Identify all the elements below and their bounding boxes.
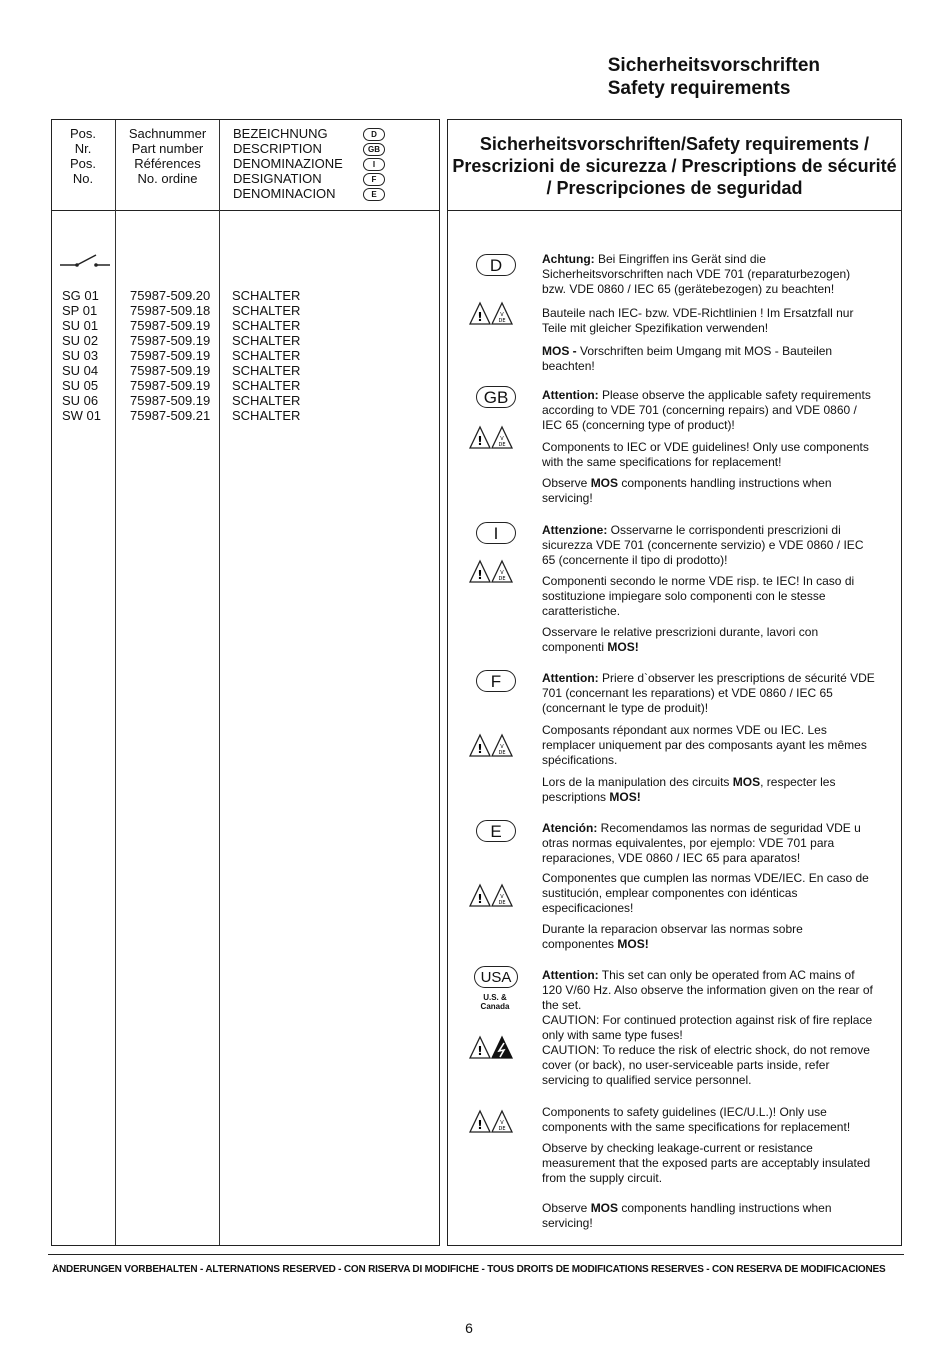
- header-desc-label: DESCRIPTION: [233, 141, 322, 157]
- section-gb-p3-pre: Observe: [542, 476, 591, 490]
- footer-notice: ÄNDERUNGEN VORBEHALTEN - ALTERNATIONS RESERVED - CON RISERVA DI MODIFICHE - TOUS DROITS DE MODIFICATIONS RESERVES - CON RESERVA DE MODIFICACIONES: [52, 1264, 886, 1275]
- part-position: SP 01: [62, 303, 98, 318]
- vde-warning-icon: [468, 300, 516, 326]
- svg-text:!: !: [477, 742, 483, 756]
- header-desc-row: [233, 141, 438, 156]
- part-description: SCHALTER: [232, 378, 301, 393]
- part-position: SU 02: [62, 333, 99, 348]
- section-usa-p3: CAUTION: To reduce the risk of electric shock, do not remove cover (or back), no user-serviceable parts inside, refer servicing to qualified service personnel.: [542, 1043, 870, 1087]
- usa-sub-line1: U.S. &: [483, 993, 507, 1002]
- part-description: SCHALTER: [232, 303, 301, 318]
- part-description: SCHALTER: [232, 333, 301, 348]
- part-description: SCHALTER: [232, 348, 301, 363]
- header-desc-label: DENOMINACION: [233, 186, 336, 202]
- parts-numbers: [130, 288, 210, 423]
- svg-text:DE: DE: [498, 1126, 506, 1132]
- section-gb-p1: [542, 388, 877, 433]
- header-desc-row: [233, 156, 438, 171]
- header-pos-de: Pos.: [69, 126, 96, 141]
- lang-usa-badge-icon: USA: [474, 966, 518, 988]
- section-d-p3-text: Vorschriften beim Umgang mit MOS - Bauteilen beachten!: [542, 344, 833, 373]
- part-position: SU 03: [62, 348, 99, 363]
- lang-e-badge-icon: E: [476, 820, 516, 842]
- section-general-p3-text: components handling instructions when servicing!: [542, 1201, 832, 1230]
- svg-text:!: !: [477, 434, 483, 448]
- section-general-p3: [542, 1201, 877, 1231]
- part-description: SCHALTER: [232, 408, 301, 423]
- vde-warning-icon: [468, 424, 516, 450]
- section-f-p3-text: Lors de la manipulation des circuits: [542, 775, 733, 789]
- part-description: SCHALTER: [232, 318, 301, 333]
- section-general-p1: Components to safety guidelines (IEC/U.L.)! Only use components with the same specifications for replacement!: [542, 1105, 851, 1134]
- header-desc-label: BEZEICHNUNG: [233, 126, 328, 141]
- header-desc-row: [233, 126, 438, 141]
- lang-e-icon: E: [363, 188, 385, 201]
- section-e-p3: [542, 922, 877, 952]
- parts-positions: [62, 288, 101, 423]
- lang-f-badge-icon: F: [476, 670, 516, 692]
- header-part-it: No. ordine: [137, 171, 198, 186]
- parts-table-header-divider: [51, 210, 440, 211]
- section-gb-p3-bold: MOS: [590, 476, 619, 490]
- section-usa-p2: CAUTION: For continued protection against risk of fire replace only with same type fuses!: [542, 1013, 873, 1042]
- section-d-p1-lead: Achtung:: [542, 252, 595, 266]
- col-divider-2: [219, 120, 220, 1245]
- header-description: [233, 126, 438, 201]
- part-number: 75987-509.20: [130, 288, 211, 303]
- section-i-p1-text: Osservarne le corrispondenti prescrizioni di sicurezza VDE 701 (concernente servizio) e VDE 0860 / IEC 65 (concernente il tipo di prodotto)!: [542, 523, 864, 567]
- part-number: 75987-509.21: [130, 408, 211, 423]
- section-usa-p1: [542, 968, 877, 1013]
- part-position: SG 01: [62, 288, 99, 303]
- section-i-p1: [542, 523, 877, 568]
- vde-warning-icon: [468, 882, 516, 908]
- header-pos: [52, 126, 114, 186]
- usa-canada-label: [468, 993, 522, 1011]
- part-number: 75987-509.18: [130, 303, 211, 318]
- vde-warning-icon: [468, 558, 516, 584]
- part-description: SCHALTER: [232, 288, 301, 303]
- section-gb-p2: Components to IEC or VDE guidelines! Only use components with the same specifications for replacement!: [542, 440, 869, 469]
- part-number: 75987-509.19: [130, 318, 211, 333]
- header-desc-row: [233, 186, 438, 201]
- header-pos-en: Nr.: [74, 141, 92, 156]
- section-gb-p3: [542, 476, 877, 506]
- lang-i-badge-icon: I: [476, 522, 516, 544]
- footer-divider: [48, 1254, 904, 1255]
- lang-i-icon: I: [363, 158, 385, 171]
- header-part-fr: Références: [134, 156, 201, 171]
- section-f-p3-bold: MOS: [732, 775, 761, 789]
- lang-f-icon: F: [363, 173, 385, 186]
- section-usa-p1-text: This set can only be operated from AC mains of 120 V/60 Hz. Also observe the information given on the rear of the set.: [542, 968, 873, 1012]
- section-d-p1: [542, 252, 877, 297]
- svg-text:DE: DE: [498, 442, 506, 448]
- section-gb-p3-text: components handling instructions when servicing!: [542, 476, 832, 505]
- svg-text:DE: DE: [498, 750, 506, 756]
- section-i-p1-lead: Attenzione:: [542, 523, 608, 537]
- section-general-p2: Observe by checking leakage-current or resistance measurement that the exposed parts are acceptably insulated from the supply circuit.: [542, 1141, 871, 1185]
- section-e-p1-lead: Atención:: [542, 821, 598, 835]
- section-d-p1-text: Bei Eingriffen ins Gerät sind die Sicherheitsvorschriften nach VDE 701 (reparaturbezogen) bzw. VDE 0860 / IEC 65 (gerätebezogen) zu beachten!: [542, 252, 851, 296]
- section-e-p3-bold: MOS!: [617, 937, 649, 951]
- section-gb-p1-lead: Attention:: [542, 388, 599, 402]
- switch-symbol-icon: [58, 252, 112, 270]
- section-d-p3: [542, 344, 877, 374]
- section-f-p2: Composants répondant aux normes VDE ou IEC. Les remplacer uniquement par des composants ayant les mêmes spécifications.: [542, 723, 867, 767]
- section-f-p3: [542, 775, 877, 805]
- section-d-p3-lead: MOS -: [542, 344, 577, 358]
- safety-box-title: Sicherheitsvorschriften/Safety requirements / Prescrizioni de sicurezza / Prescriptions de sécurité / Prescripciones de seguridad: [452, 134, 897, 198]
- section-i-p2: Componenti secondo le norme VDE risp. te IEC! In caso di sostituzione impiegare solo componenti con le stesse caratteristiche.: [542, 574, 855, 618]
- svg-text:!: !: [477, 568, 483, 582]
- page-title-en: Safety requirements: [607, 78, 791, 99]
- section-f-p1-lead: Attention:: [542, 671, 599, 685]
- header-desc-label: DESIGNATION: [233, 171, 322, 187]
- header-desc-row: [233, 171, 438, 186]
- section-e-p3-text: Durante la reparacion observar las normas sobre componentes: [542, 922, 803, 951]
- svg-text:DE: DE: [498, 576, 506, 582]
- svg-text:!: !: [477, 1118, 483, 1132]
- part-number: 75987-509.19: [130, 393, 211, 408]
- section-f-p1-text: Priere d`observer les prescriptions de sécurité VDE 701 (concernant les reparations) et VDE 0860 / IEC 65 (concernant le type de produit)!: [542, 671, 875, 715]
- page-title: [608, 54, 820, 100]
- section-i-p3-text: Osservare le relative prescrizioni durante, lavori con componenti: [542, 625, 819, 654]
- header-pos-fr: Pos.: [69, 156, 96, 171]
- part-description: SCHALTER: [232, 393, 301, 408]
- section-f-p3-bold2: MOS!: [609, 790, 641, 804]
- svg-text:V: V: [500, 1120, 504, 1126]
- part-number: 75987-509.19: [130, 363, 211, 378]
- section-i-p3: [542, 625, 877, 655]
- shock-warning-icon: [468, 1034, 516, 1060]
- vde-warning-icon: [468, 1108, 516, 1134]
- safety-box-header-divider: [447, 210, 902, 211]
- part-position: SU 04: [62, 363, 99, 378]
- svg-text:V: V: [500, 744, 504, 750]
- svg-text:V: V: [500, 894, 504, 900]
- section-general-p3-bold: MOS: [590, 1201, 619, 1215]
- part-number: 75987-509.19: [130, 333, 211, 348]
- lang-d-badge-icon: D: [476, 254, 516, 276]
- header-desc-label: DENOMINAZIONE: [233, 156, 343, 172]
- svg-text:DE: DE: [498, 900, 506, 906]
- section-e-p1-text: Recomendamos las normas de seguridad VDE u otras normas equivalentes, por ejemplo: VDE 701 para reparaciones, VDE 0860 / IEC 65 para aparatos!: [542, 821, 861, 865]
- svg-text:!: !: [477, 310, 483, 324]
- svg-text:!: !: [477, 892, 483, 906]
- part-number: 75987-509.19: [130, 378, 211, 393]
- page-number: 6: [465, 1320, 473, 1336]
- section-e-p2: Componentes que cumplen las normas VDE/IEC. En caso de sustitución, emplear componentes con idénticas especificaciones!: [542, 871, 869, 915]
- svg-text:DE: DE: [498, 318, 506, 324]
- lang-d-icon: D: [363, 128, 385, 141]
- col-divider-1: [115, 120, 116, 1245]
- usa-sub-line2: Canada: [480, 1002, 510, 1011]
- section-d-p2: Bauteile nach IEC- bzw. VDE-Richtlinien ! Im Ersatzfall nur Teile mit gleicher Spezifikation verwenden!: [542, 306, 854, 335]
- part-description: SCHALTER: [232, 363, 301, 378]
- section-e-p1: [542, 821, 877, 866]
- header-pos-it: No.: [72, 171, 94, 186]
- lang-gb-icon: GB: [363, 143, 385, 156]
- section-f-p3-mid: , respecter les pescriptions: [542, 775, 836, 804]
- section-f-p1: [542, 671, 877, 716]
- part-position: SU 01: [62, 318, 99, 333]
- part-number: 75987-509.19: [130, 348, 211, 363]
- page-title-de: Sicherheitsvorschriften: [607, 55, 820, 76]
- header-part-de: Sachnummer: [128, 126, 207, 141]
- svg-text:V: V: [500, 570, 504, 576]
- part-position: SU 05: [62, 378, 99, 393]
- svg-text:V: V: [500, 436, 504, 442]
- section-gb-p1-text: Please observe the applicable safety requirements according to VDE 701 (concerning repairs) and VDE 0860 / IEC 65 (concerning type of product)!: [542, 388, 871, 432]
- parts-descriptions: [232, 288, 300, 423]
- header-part-en: Part number: [131, 141, 204, 156]
- part-position: SU 06: [62, 393, 99, 408]
- part-position: SW 01: [62, 408, 102, 423]
- section-general-p3-pre: Observe: [542, 1201, 591, 1215]
- svg-text:V: V: [500, 312, 504, 318]
- header-part-number: [116, 126, 219, 186]
- svg-text:!: !: [477, 1044, 483, 1058]
- vde-warning-icon: [468, 732, 516, 758]
- section-i-p3-bold: MOS!: [607, 640, 639, 654]
- lang-gb-badge-icon: GB: [476, 386, 516, 408]
- section-usa-p1-lead: Attention:: [542, 968, 599, 982]
